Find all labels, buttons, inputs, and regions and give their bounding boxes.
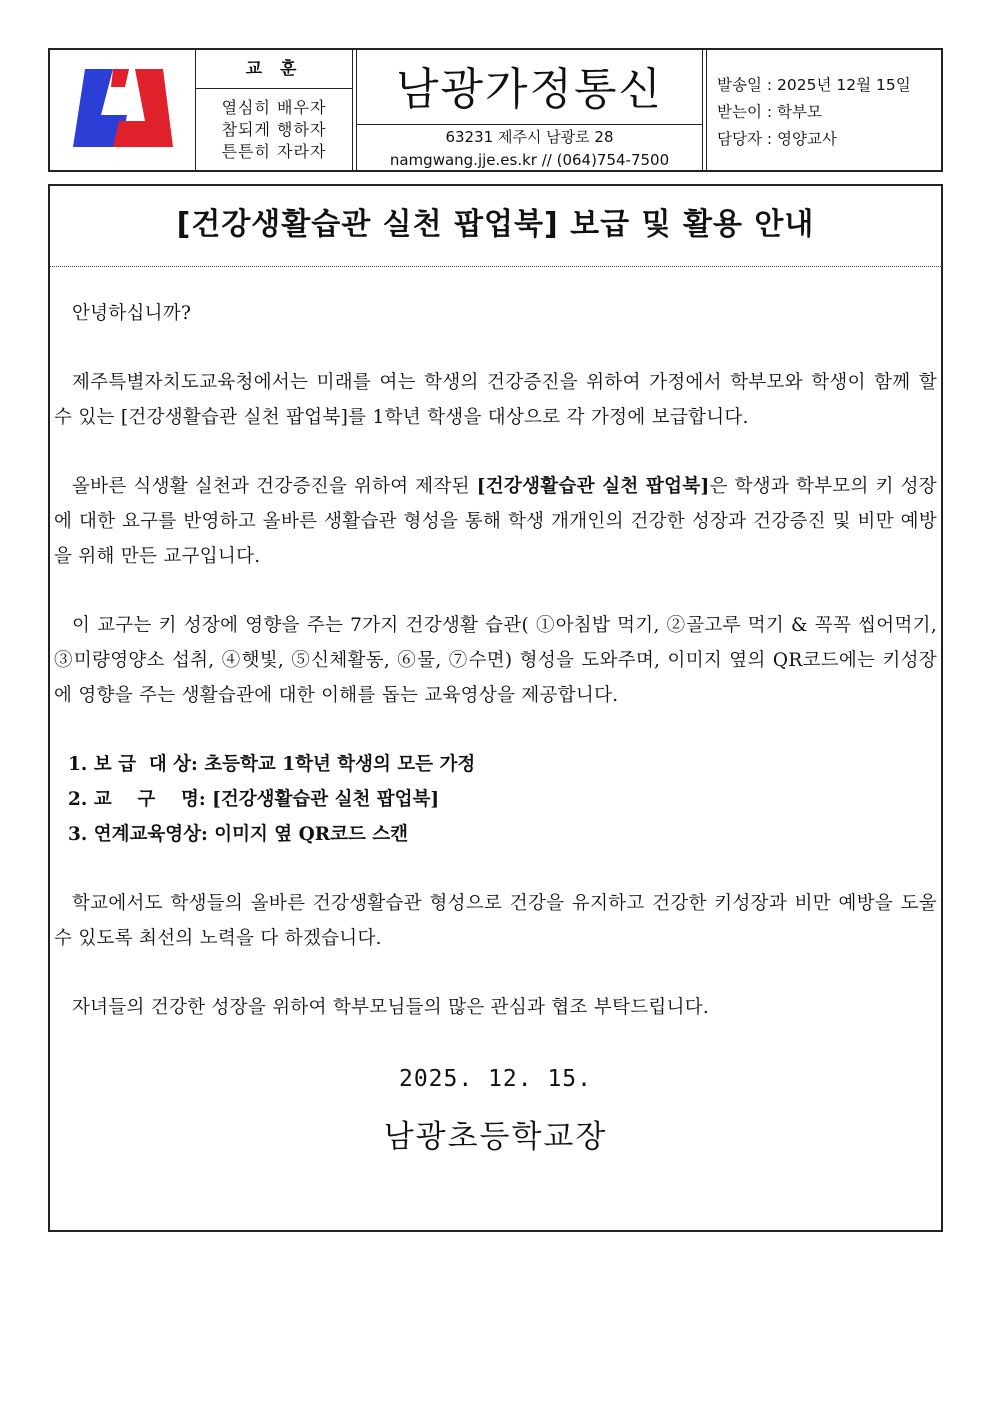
motto-line: 열심히 배우자 [221, 98, 327, 117]
list-item: 3. 연계교육영상: 이미지 옆 QR코드 스캔 [68, 824, 409, 845]
paragraph-closing: 자녀들의 건강한 성장을 위하여 학부모님들의 많은 관심과 협조 부탁드립니다. [72, 997, 710, 1018]
motto-line: 튼튼히 자라자 [221, 142, 327, 161]
list-item: 2. 교 구 명: [건강생활습관 실천 팝업북] [68, 789, 440, 810]
send-date: 발송일 : 2025년 12월 15일 [717, 76, 911, 94]
send-info-cell [707, 50, 941, 170]
list-item: 1. 보 급 대 상: 초등학교 1학년 학생의 모든 가정 [68, 754, 476, 775]
school-contact: namgwang.jje.es.kr // (064)754-7500 [389, 151, 670, 169]
paragraph-purpose [54, 469, 937, 574]
motto-lines [196, 89, 352, 163]
school-logo [73, 69, 173, 151]
newsletter-title-cell [357, 50, 703, 170]
issue-date: 2025. 12. 15. [398, 1066, 592, 1092]
school-logo-cell [50, 50, 196, 170]
manager: 담당자 : 영양교사 [717, 130, 837, 148]
paragraph-intro: 제주특별자치도교육청에서는 미래를 여는 학생의 건강증진을 위하여 가정에서 학부모와 학생이 함께 할 수 있는 [건강생활습관 실천 팝업북]를 1학년 학생을 대상으로 각 가정에 보급합니다. [54, 372, 937, 428]
motto-cell [196, 50, 353, 170]
document-content [54, 266, 937, 1025]
newsletter-header [48, 48, 943, 172]
paragraph-school-effort: 학교에서도 학생들의 올바른 건강생활습관 형성으로 건강을 유지하고 건강한 키성장과 비만 예방을 도울 수 있도록 최선의 노력을 다 하겠습니다. [54, 893, 937, 949]
newsletter-title: 남광가정통신 [357, 50, 702, 125]
motto-title: 교 훈 [196, 50, 352, 89]
document-body [48, 184, 943, 1232]
popup-book-name: [건강생활습관 실천 팝업북] [476, 476, 710, 497]
recipient: 받는이 : 학부모 [717, 103, 822, 121]
school-address: 63231 제주시 남광로 28 [445, 128, 614, 146]
greeting: 안녕하십니까? [72, 303, 192, 324]
paragraph-text: 올바른 식생활 실천과 건강증진을 위하여 제작된 [72, 476, 477, 497]
paragraph-text: 은 학생과 학부모의 키 성장에 대한 요구를 반영하고 올바른 생활습관 형성을 통해 학생 개개인의 건강한 성장과 건강증진 및 비만 예방을 위해 만든 교구입니다. [54, 476, 937, 567]
motto-line: 참되게 행하자 [221, 120, 327, 139]
paragraph-habits: 이 교구는 키 성장에 영향을 주는 7가지 건강생활 습관( ①아침밥 먹기, ②골고루 먹기 & 꼭꼭 씹어먹기, ③미량영양소 섭취, ④햇빛, ⑤신체활동, ⑥물, ⑦수면) 형성을 도와주며, 이미지 옆의 QR코드에는 키성장에 영향을 주는 생활습관에 대한 이해를 돕는 교육영상을 제공합니다. [54, 615, 937, 706]
signer: 남광초등학교장 [383, 1119, 608, 1155]
document-title: [건강생활습관 실천 팝업북] 보급 및 활용 안내 [50, 186, 941, 267]
info-list [54, 747, 937, 852]
